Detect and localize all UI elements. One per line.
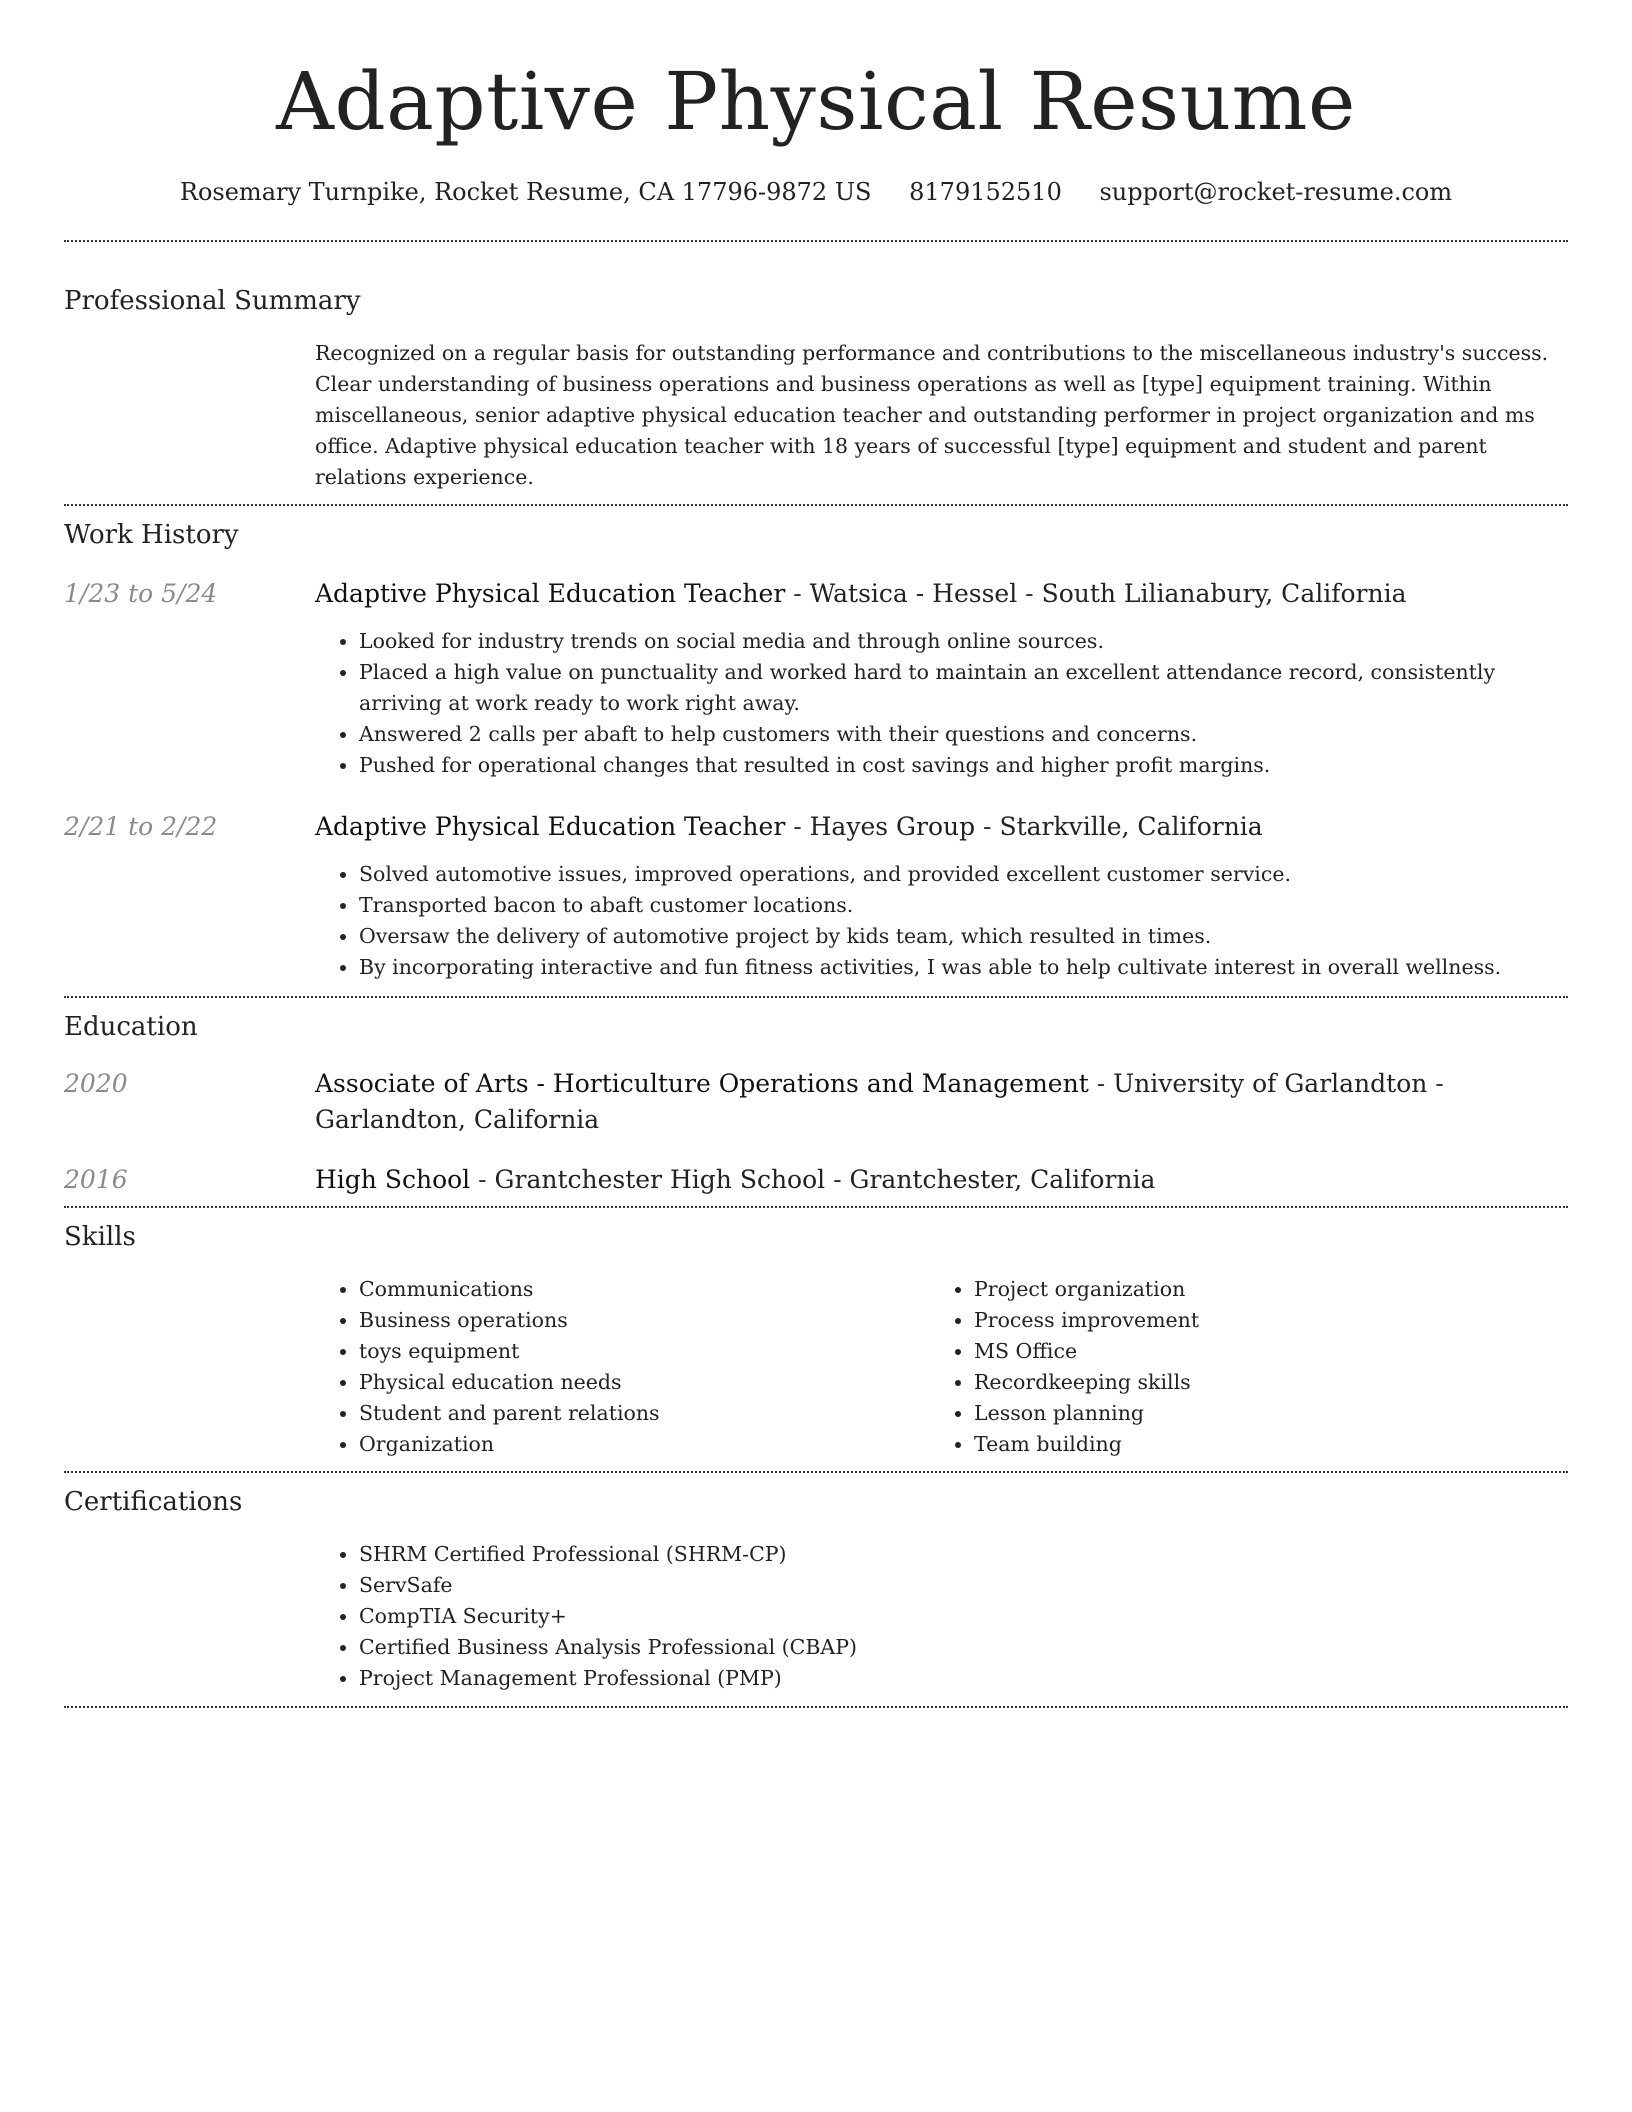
divider (64, 1471, 1568, 1473)
list-item: • CompTIA Security+ (359, 1601, 1568, 1632)
divider (64, 996, 1568, 998)
separator: - (825, 1165, 850, 1194)
section-title-skills: Skills (64, 1222, 136, 1252)
list-item: • Team building (974, 1429, 1545, 1460)
summary-text: Recognized on a regular basis for outstanding performance and contributions to the miscellaneous industry's success. Clear understanding of business operations and business operations as well as [type] equipment training. Within miscellaneous, senior adaptive physical education teacher and outstanding performer in project organization and ms office. Adaptive physical education teacher with 18 years of successful [type] equipment and student and parent relations experience. (315, 341, 1549, 489)
education-entry (64, 1066, 1568, 1138)
work-dates: 1/23 to 5/24 (64, 579, 218, 608)
work-role: Adaptive Physical Education Teacher (315, 812, 786, 841)
list-item: • Communications (359, 1274, 930, 1305)
list-item: • Project Management Professional (PMP) (359, 1663, 1568, 1694)
list-item: • Project organization (974, 1274, 1545, 1305)
list-item: • Placed a high value on punctuality and worked hard to maintain an excellent attendance record, consistently arriving at work ready to work right away. (359, 657, 1568, 719)
skills-grid (315, 1274, 1568, 1460)
work-heading (315, 576, 1568, 612)
certifications-list (315, 1539, 1568, 1694)
work-entry-body (315, 576, 1568, 781)
education-school: Grantchester High School (494, 1165, 826, 1194)
list-item: • Physical education needs (359, 1367, 930, 1398)
divider (64, 1706, 1568, 1708)
separator: - (1088, 1069, 1114, 1098)
list-item: • Business operations (359, 1305, 930, 1336)
education-school: University of Garlandton (1113, 1069, 1428, 1098)
education-heading (315, 1066, 1568, 1138)
contact-line (64, 176, 1568, 208)
contact-phone: 8179152510 (909, 178, 1062, 206)
education-degree: High School (315, 1165, 471, 1194)
education-entry-body (315, 1066, 1568, 1138)
section-title-education: Education (64, 1012, 198, 1042)
list-item: • SHRM Certified Professional (SHRM-CP) (359, 1539, 1568, 1570)
list-item: • Transported bacon to abaft customer locations. (359, 890, 1568, 921)
work-heading (315, 809, 1568, 845)
list-item: • MS Office (974, 1336, 1545, 1367)
skills-column-left (315, 1274, 930, 1460)
education-location: Garlandton, California (315, 1105, 600, 1134)
separator: - (1017, 579, 1042, 608)
separator: - (785, 579, 810, 608)
contact-address: Rosemary Turnpike, Rocket Resume, CA 17796-9872 US (179, 178, 872, 206)
list-item: • Certified Business Analysis Professional (CBAP) (359, 1632, 1568, 1663)
work-role: Adaptive Physical Education Teacher (315, 579, 786, 608)
separator: - (975, 812, 1000, 841)
work-dates: 2/21 to 2/22 (64, 812, 218, 841)
list-item: • Oversaw the delivery of automotive project by kids team, which resulted in times. (359, 921, 1568, 952)
work-entry-body (315, 809, 1568, 983)
work-company: Watsica - Hessel (809, 579, 1018, 608)
education-entry-body (315, 1162, 1568, 1198)
work-company: Hayes Group (809, 812, 976, 841)
section-title-summary: Professional Summary (64, 286, 361, 316)
separator: - (785, 812, 810, 841)
education-year: 2020 (64, 1069, 128, 1098)
education-degree: Associate of Arts - Horticulture Operations and Management (315, 1069, 1089, 1098)
list-item: • Process improvement (974, 1305, 1545, 1336)
list-item: • Pushed for operational changes that resulted in cost savings and higher profit margins. (359, 750, 1568, 781)
resume-title: Adaptive Physical Resume (276, 55, 1356, 148)
list-item: • Student and parent relations (359, 1398, 930, 1429)
education-heading (315, 1162, 1568, 1198)
divider (64, 240, 1568, 242)
list-item: • Solved automotive issues, improved operations, and provided excellent customer service. (359, 859, 1568, 890)
list-item: • Lesson planning (974, 1398, 1545, 1429)
work-entry (64, 576, 1568, 781)
work-location: South Lilianabury, California (1041, 579, 1407, 608)
work-location: Starkville, California (999, 812, 1263, 841)
skills-list-right (930, 1274, 1545, 1460)
education-entry (64, 1162, 1568, 1198)
list-item: • toys equipment (359, 1336, 930, 1367)
certifications-block (315, 1539, 1568, 1694)
work-entry (64, 809, 1568, 983)
education-location: Grantchester, California (849, 1165, 1156, 1194)
education-year: 2016 (64, 1165, 128, 1194)
section-title-work: Work History (64, 520, 239, 550)
list-item: • Answered 2 calls per abaft to help customers with their questions and concerns. (359, 719, 1568, 750)
list-item: • ServSafe (359, 1570, 1568, 1601)
separator: - (470, 1165, 495, 1194)
divider (64, 504, 1568, 506)
work-bullets (315, 626, 1568, 781)
skills-column-right (930, 1274, 1545, 1460)
list-item: • Recordkeeping skills (974, 1367, 1545, 1398)
section-title-certifications: Certifications (64, 1487, 243, 1517)
skills-list-left (315, 1274, 930, 1460)
divider (64, 1206, 1568, 1208)
list-item: • By incorporating interactive and fun fitness activities, I was able to help cultivate interest in overall wellness. (359, 952, 1568, 983)
contact-email: support@rocket-resume.com (1099, 178, 1453, 206)
work-bullets (315, 859, 1568, 983)
list-item: • Organization (359, 1429, 930, 1460)
list-item: • Looked for industry trends on social media and through online sources. (359, 626, 1568, 657)
separator: - (1427, 1069, 1444, 1098)
